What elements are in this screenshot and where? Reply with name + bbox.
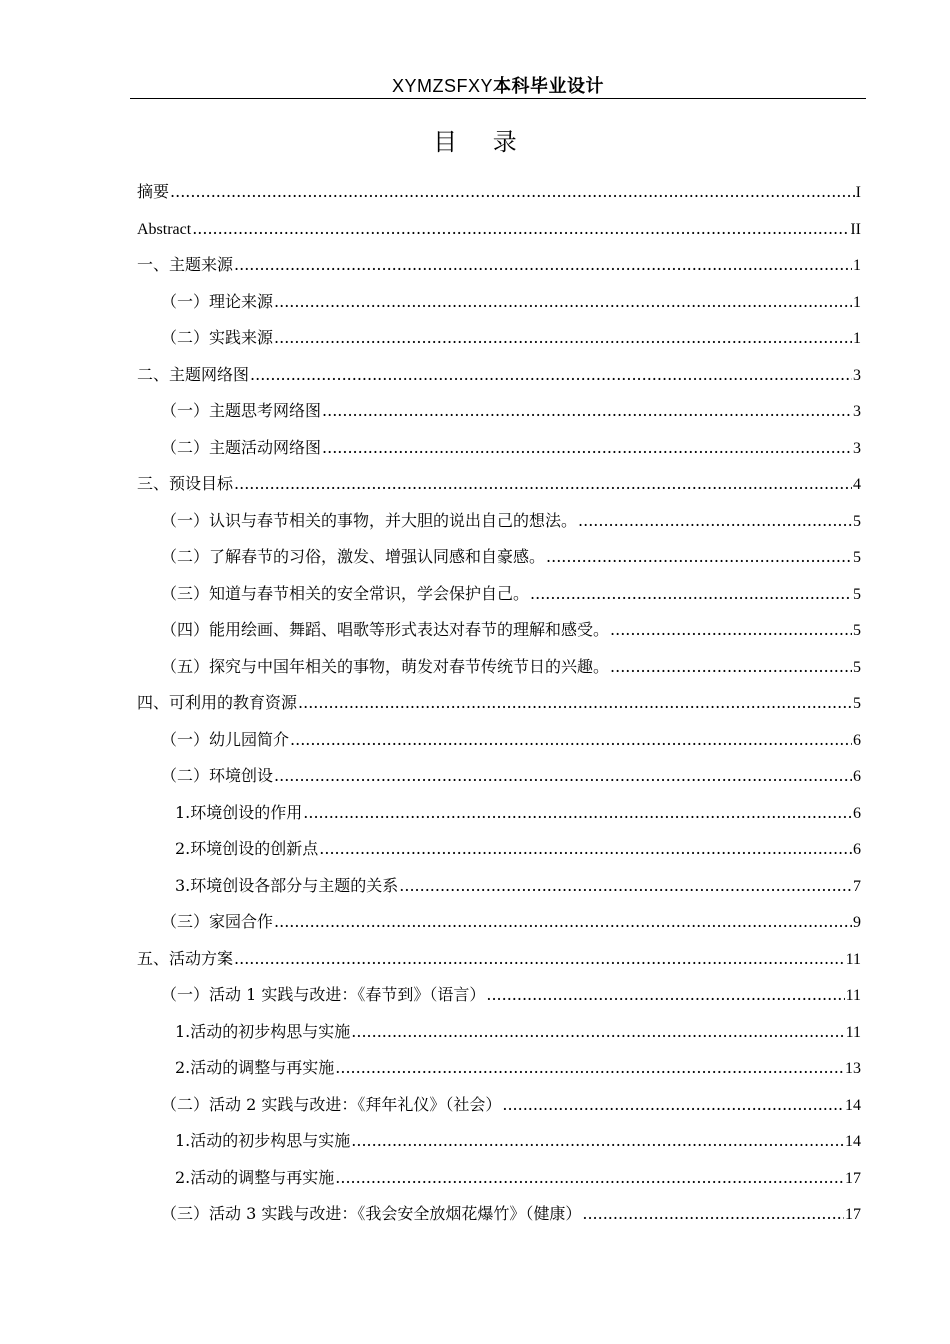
toc-dot-leader	[399, 868, 852, 905]
toc-entry-label: （一）理论来源	[161, 291, 274, 311]
toc-entry[interactable]	[137, 1050, 861, 1087]
toc-entry-page: 11	[845, 987, 861, 1004]
toc-entry[interactable]	[137, 357, 861, 394]
toc-dot-leader	[274, 284, 852, 321]
toc-entry-label: （一）幼儿园简介	[161, 729, 290, 749]
toc-entry-page: 1	[853, 330, 861, 347]
toc-entry-label: 1.活动的初步构思与实施	[175, 1131, 351, 1150]
toc-dot-leader	[582, 1196, 844, 1233]
toc-dot-leader	[170, 174, 855, 211]
toc-entry[interactable]	[137, 1014, 861, 1051]
toc-entry-page: 5	[853, 512, 861, 530]
toc-entry-label: （三）活动 3 实践与改进：《我会安全放烟花爆竹》（健康）	[161, 1204, 582, 1223]
toc-entry-label: 摘要	[137, 182, 170, 201]
toc-entry-label: （五）探究与中国年相关的事物，萌发对春节传统节日的兴趣。	[161, 656, 610, 676]
toc-entry-page: 4	[853, 476, 861, 493]
toc-entry-label: （三）家园合作	[161, 912, 274, 931]
toc-entry-page: 14	[845, 1133, 861, 1150]
toc-entry-label: （一）认识与春节相关的事物，并大胆的说出自己的想法。	[161, 510, 578, 530]
toc-dot-leader	[274, 320, 852, 357]
toc-entry[interactable]	[137, 247, 861, 284]
toc-entry-page: 1	[853, 257, 861, 274]
toc-entry[interactable]	[137, 503, 861, 540]
toc-dot-leader	[290, 722, 852, 759]
header-divider	[130, 98, 866, 99]
toc-entry-label: （二）环境创设	[161, 766, 274, 785]
toc-dot-leader	[610, 612, 852, 649]
toc-entry-page: I	[855, 184, 861, 201]
toc-entry-label: 3.环境创设各部分与主题的关系	[175, 875, 399, 895]
toc-dot-leader	[502, 1087, 844, 1124]
toc-entry-page: 11	[845, 950, 861, 968]
toc-entry-label: 2.活动的调整与再实施	[175, 1058, 335, 1077]
toc-entry-label: 2.活动的调整与再实施	[175, 1167, 335, 1187]
toc-entry-page: 11	[845, 1023, 861, 1041]
toc-entry-page: 3	[853, 403, 861, 420]
toc-dot-leader	[298, 685, 852, 722]
toc-entry[interactable]	[137, 831, 861, 868]
toc-entry-page: II	[850, 220, 861, 238]
toc-dot-leader	[351, 1123, 844, 1160]
toc-dot-leader	[546, 539, 852, 576]
toc-entry[interactable]	[137, 320, 861, 357]
toc-entry-page: 7	[853, 877, 861, 895]
page-header	[130, 74, 866, 98]
toc-entry[interactable]	[137, 1087, 861, 1124]
toc-entry[interactable]	[137, 977, 861, 1014]
toc-dot-leader	[578, 503, 852, 540]
toc-entry-label: （一）活动 1 实践与改进：《春节到》（语言）	[161, 985, 486, 1004]
toc-entry-label: （二）实践来源	[161, 328, 274, 347]
toc-entry[interactable]	[137, 539, 861, 576]
toc-entry-page: 6	[853, 841, 861, 858]
toc-entry-label: （四）能用绘画、舞蹈、唱歌等形式表达对春节的理解和感受。	[161, 620, 610, 639]
toc-entry[interactable]	[137, 1123, 861, 1160]
toc-entry-label: （二）活动 2 实践与改进：《拜年礼仪》（社会）	[161, 1094, 502, 1114]
toc-entry[interactable]	[137, 393, 861, 430]
toc-entry-label: 四、可利用的教育资源	[137, 693, 298, 712]
toc-entry-label: 一、主题来源	[137, 255, 234, 274]
toc-entry-label: 二、主题网络图	[137, 364, 250, 384]
toc-entry-label: Abstract	[137, 220, 192, 238]
toc-entry-page: 17	[845, 1169, 861, 1187]
toc-entry-page: 6	[853, 804, 861, 822]
page-title: 目 录	[433, 128, 531, 156]
toc-entry[interactable]	[137, 868, 861, 905]
toc-entry-page: 6	[853, 768, 861, 785]
toc-entry-page: 13	[845, 1060, 861, 1077]
header-suffix: 本科毕业设计	[493, 76, 604, 97]
toc-entry[interactable]	[137, 795, 861, 832]
toc-dot-leader	[192, 211, 849, 248]
toc-entry-label: 1.活动的初步构思与实施	[175, 1021, 351, 1041]
toc-entry-page: 5	[853, 585, 861, 603]
toc-dot-leader	[335, 1160, 844, 1197]
toc-entry[interactable]	[137, 1160, 861, 1197]
toc-entry[interactable]	[137, 941, 861, 978]
toc-dot-leader	[234, 247, 852, 284]
toc-entry-label: （二）主题活动网络图	[161, 437, 322, 457]
table-of-contents	[137, 174, 861, 1233]
toc-entry-label: 2.环境创设的创新点	[175, 839, 319, 858]
toc-dot-leader	[234, 466, 852, 503]
header-code: XYMZSFXY	[391, 76, 493, 96]
toc-entry-label: 1.环境创设的作用	[175, 802, 303, 822]
toc-dot-leader	[530, 576, 852, 613]
toc-dot-leader	[322, 430, 852, 467]
toc-dot-leader	[486, 977, 844, 1014]
toc-entry-page: 9	[853, 914, 861, 931]
toc-entry[interactable]	[137, 576, 861, 613]
toc-dot-leader	[351, 1014, 844, 1051]
toc-entry[interactable]	[137, 612, 861, 649]
toc-entry-page: 1	[853, 293, 861, 311]
toc-dot-leader	[319, 831, 852, 868]
toc-entry[interactable]	[137, 466, 861, 503]
toc-entry[interactable]	[137, 284, 861, 321]
toc-entry-page: 17	[845, 1206, 861, 1223]
toc-entry-page: 5	[853, 549, 861, 566]
toc-dot-leader	[274, 904, 852, 941]
toc-dot-leader	[234, 941, 845, 978]
toc-entry-label: （三）知道与春节相关的安全常识，学会保护自己。	[161, 583, 530, 603]
toc-dot-leader	[274, 758, 852, 795]
toc-dot-leader	[250, 357, 852, 394]
toc-dot-leader	[303, 795, 852, 832]
toc-dot-leader	[322, 393, 852, 430]
toc-entry-page: 5	[853, 695, 861, 712]
toc-entry-label: 三、预设目标	[137, 474, 234, 493]
toc-entry-label: （二）了解春节的习俗，激发、增强认同感和自豪感。	[161, 547, 546, 566]
toc-entry[interactable]	[137, 722, 861, 759]
toc-entry[interactable]	[137, 1196, 861, 1233]
toc-entry-page: 5	[853, 658, 861, 676]
toc-entry[interactable]	[137, 174, 861, 211]
toc-entry[interactable]	[137, 758, 861, 795]
toc-entry-page: 3	[853, 439, 861, 457]
toc-dot-leader	[335, 1050, 844, 1087]
toc-dot-leader	[610, 649, 852, 686]
toc-entry[interactable]	[137, 685, 861, 722]
toc-entry-page: 14	[845, 1096, 861, 1114]
toc-entry[interactable]	[137, 904, 861, 941]
toc-entry[interactable]	[137, 649, 861, 686]
toc-entry-page: 5	[853, 622, 861, 639]
toc-entry-label: （一）主题思考网络图	[161, 401, 322, 420]
toc-entry[interactable]	[137, 211, 861, 248]
toc-entry-label: 五、活动方案	[137, 948, 234, 968]
toc-entry[interactable]	[137, 430, 861, 467]
toc-entry-page: 6	[853, 731, 861, 749]
toc-entry-page: 3	[853, 366, 861, 384]
